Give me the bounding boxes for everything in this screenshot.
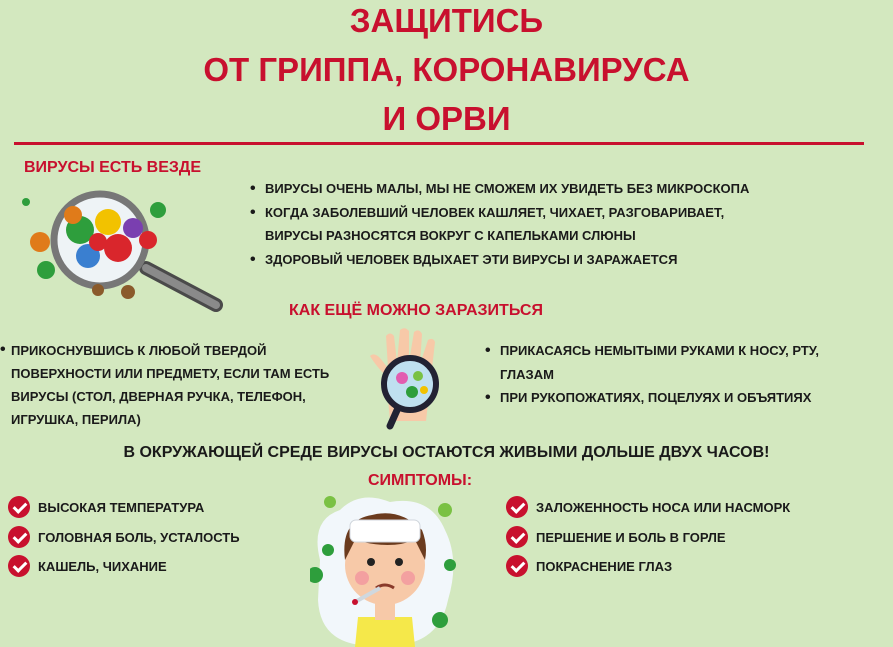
sick-boy-icon: [310, 490, 460, 647]
title-line-3: И ОРВИ: [382, 100, 511, 137]
symptom-item: ВЫСОКАЯ ТЕМПЕРАТУРА: [8, 496, 204, 518]
list-item-continuation: ВИРУСЫ РАЗНОСЯТСЯ ВОКРУГ С КАПЕЛЬКАМИ СЛЮНЫ: [265, 228, 636, 243]
section-heading-how-infected: КАК ЕЩЁ МОЖНО ЗАРАЗИТЬСЯ: [289, 302, 543, 319]
list-item: • КОГДА ЗАБОЛЕВШИЙ ЧЕЛОВЕК КАШЛЯЕТ, ЧИХАЕТ, РАЗГОВАРИВАЕТ,: [250, 201, 749, 225]
check-icon: [8, 555, 30, 577]
list-item: • ПРИКАСАЯСЬ НЕМЫТЫМИ РУКАМИ К НОСУ, РТУ,: [485, 339, 819, 363]
symptom-item: ГОЛОВНАЯ БОЛЬ, УСТАЛОСТЬ: [8, 526, 240, 548]
check-icon: [8, 496, 30, 518]
section1-bullet-list: [250, 177, 749, 271]
check-icon: [8, 526, 30, 548]
title-line-1: ЗАЩИТИСЬ: [349, 2, 544, 39]
list-item: • ВИРУСЫ ОЧЕНЬ МАЛЫ, МЫ НЕ СМОЖЕМ ИХ УВИДЕТЬ БЕЗ МИКРОСКОПА: [250, 177, 749, 201]
symptom-item: ПОКРАСНЕНИЕ ГЛАЗ: [506, 555, 672, 577]
check-icon: [506, 496, 528, 518]
symptom-item: ЗАЛОЖЕННОСТЬ НОСА ИЛИ НАСМОРК: [506, 496, 790, 518]
symptom-item: КАШЕЛЬ, ЧИХАНИЕ: [8, 555, 167, 577]
section2-right-bullets: [485, 339, 819, 410]
list-item: • ЗДОРОВЫЙ ЧЕЛОВЕК ВДЫХАЕТ ЭТИ ВИРУСЫ И ЗАРАЖАЕТСЯ: [250, 248, 749, 272]
hand-magnifier-icon: [362, 326, 462, 430]
list-item: • ПРИ РУКОПОЖАТИЯХ, ПОЦЕЛУЯХ И ОБЪЯТИЯХ: [485, 386, 819, 410]
section-heading-symptoms: СИМПТОМЫ:: [368, 472, 473, 489]
notice-text: В ОКРУЖАЮЩЕЙ СРЕДЕ ВИРУСЫ ОСТАЮТСЯ ЖИВЫМИ ДОЛЬШЕ ДВУХ ЧАСОВ!: [123, 444, 770, 461]
title-line-2: ОТ ГРИППА, КОРОНАВИРУСА: [203, 51, 690, 88]
magnifier-viruses-icon: [18, 190, 223, 315]
symptom-item: ПЕРШЕНИЕ И БОЛЬ В ГОРЛЕ: [506, 526, 726, 548]
list-item-continuation: ГЛАЗАМ: [500, 366, 554, 382]
title-divider: [14, 142, 864, 145]
section2-left-text: • ПРИКОСНУВШИСЬ К ЛЮБОЙ ТВЕРДОЙ ПОВЕРХНОСТИ ИЛИ ПРЕДМЕТУ, ЕСЛИ ТАМ ЕСТЬ ВИРУСЫ (СТОЛ, ДВЕРНАЯ РУЧКА, ТЕЛЕФОН, ИГРУШКА, ПЕРИЛА): [0, 341, 330, 427]
check-icon: [506, 526, 528, 548]
check-icon: [506, 555, 528, 577]
section-heading-viruses-everywhere: ВИРУСЫ ЕСТЬ ВЕЗДЕ: [24, 159, 201, 176]
